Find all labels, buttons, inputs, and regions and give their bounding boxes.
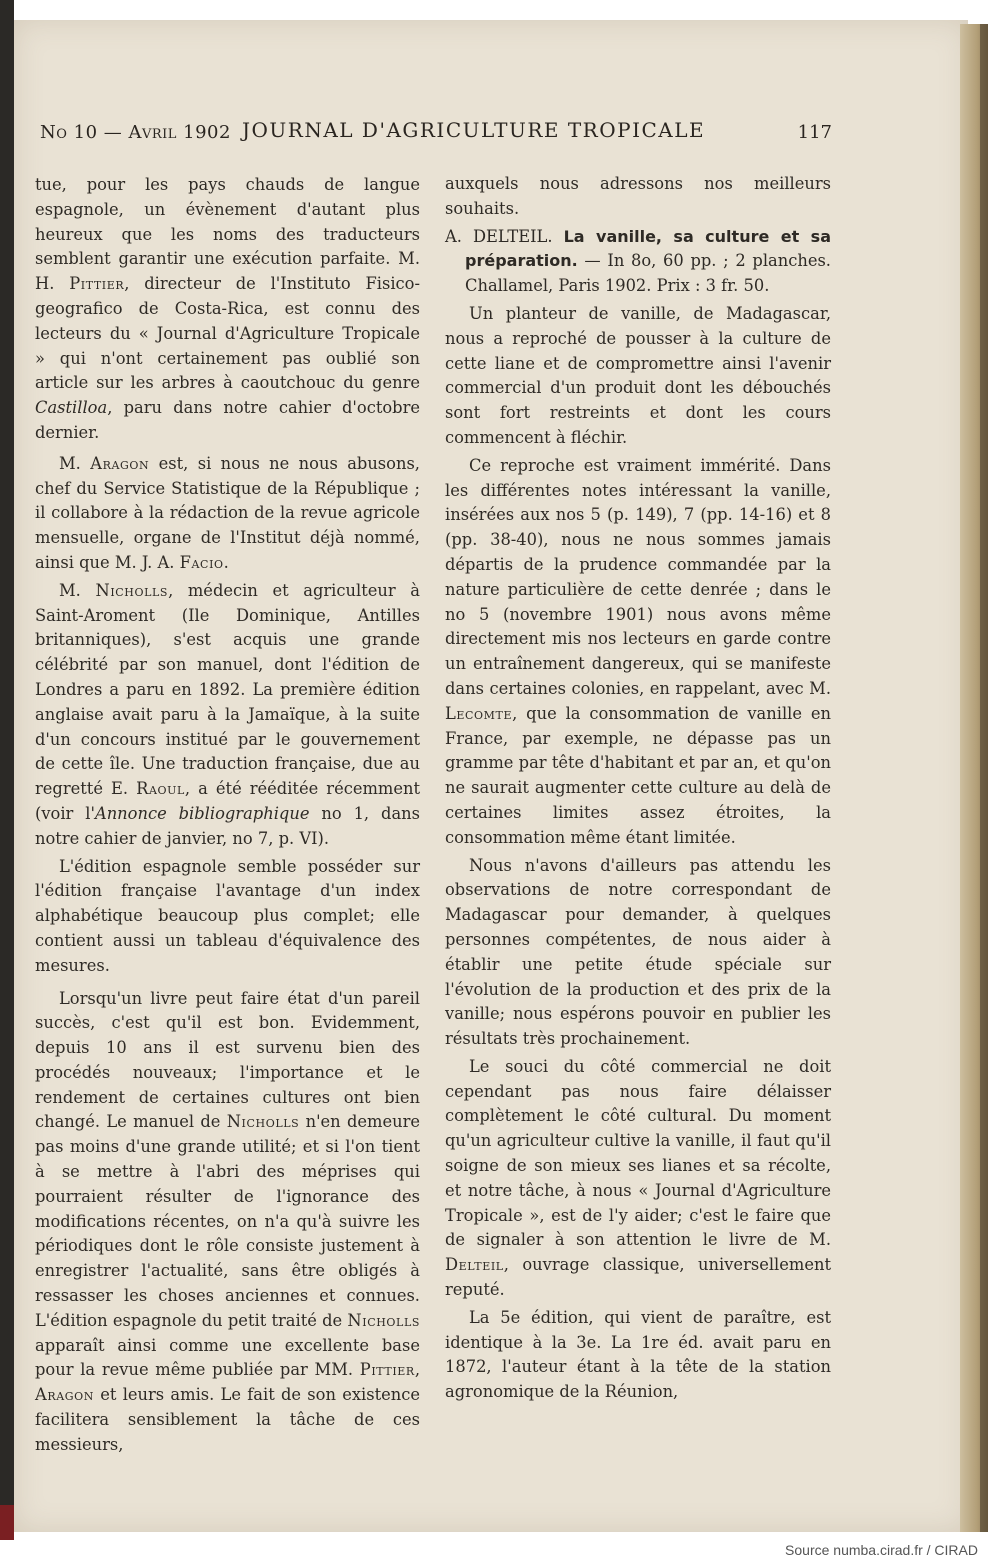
paragraph: M. Aragon est, si nous ne nous abusons, chef du Service Statistique de la République ; il collabore à la rédaction de la revue agricole mensuelle, organe de l'Institut déjà nommé, ainsi que M. J. A. Facio.: [35, 453, 420, 572]
entry-details: — In 8o, 60 pp. ; 2 planches. Challamel, Paris 1902. Prix : 3 fr. 50.: [465, 251, 831, 296]
bibliography-entry: [445, 225, 831, 299]
paragraph: Le souci du côté commercial ne doit cependant pas nous faire délaisser complètement le côté cultural. Du moment qu'un agriculteur cultive la vanille, il faut qu'il soigne de son mieux ses lianes et sa récolte, et notre tâche, à nous « Journal d'Agriculture Tropicale », est de l'y aider; c'est le faire que de signaler à son attention le livre de M. Delteil, ouvrage classique, universellement reputé.: [445, 1056, 831, 1300]
paragraph: Ce reproche est vraiment immérité. Dans les différentes notes intéressant la vanille, insérées aux nos 5 (p. 149), 7 (pp. 14-16) et 8 (pp. 38-40), nous ne nous sommes jamais départis de la prudence commandée par la nature particulière de cette denrée ; dans le no 5 (novembre 1901) nous avons même directement mis nos lecteurs en garde contre un entraînement dangereux, qui se manifeste dans certaines colonies, en rappelant, avec M. Lecomte, que la consommation de vanille en France, par exemple, ne dépasse pas un gramme par tête d'habitant et par an, et qu'on ne saurait augmenter cette culture au delà de certaines limites assez étroites, la consommation même étant limitée.: [445, 455, 831, 847]
journal-title: JOURNAL D'AGRICULTURE TROPICALE: [242, 118, 706, 142]
issue-date: No 10 — Avril 1902: [40, 122, 231, 143]
paragraph: L'édition espagnole semble posséder sur l'édition française l'avantage d'un index alphabétique beaucoup plus complet; elle contient aussi un tableau d'équivalence des mesures.: [35, 856, 420, 975]
page-number: 117: [797, 122, 832, 143]
paragraph: Nous n'avons d'ailleurs pas attendu les observations de notre correspondant de Madagascar pour demander, à quelques personnes compétentes, de nous aider à établir une petite étude spéciale sur l'évolution de la production et des prix de la vanille; nous espérons pouvoir en publier les résultats très prochainement.: [445, 855, 831, 1049]
paragraph: La 5e édition, qui vient de paraître, est identique à la 3e. La 1re éd. avait paru en 1872, l'auteur étant à la tête de la station agronomique de la Réunion,: [445, 1307, 831, 1402]
scan-left-edge: [0, 0, 14, 1540]
book-spine-shadow: [980, 24, 988, 1532]
left-column: [35, 173, 420, 1458]
source-credit: Source numba.cirad.fr / CIRAD: [785, 1542, 978, 1558]
scan-left-edge-band: [0, 1505, 14, 1540]
entry-author: A. DELTEIL.: [445, 226, 553, 246]
paragraph: tue, pour les pays chauds de langue espagnole, un évènement d'autant plus heureux que les noms des traducteurs semblent garantir une exécution parfaite. M. H. Pittier, directeur de l'Instituto Fisico-geografico de Costa-Rica, est connu des lecteurs du « Journal d'Agriculture Tropicale » qui n'ont certainement pas oublié son article sur les arbres à caoutchouc du genre Castilloa, paru dans notre cahier d'octobre dernier.: [35, 175, 420, 442]
paragraph: auxquels nous adressons nos meilleurs souhaits.: [445, 174, 831, 218]
entry-title: La vanille, sa culture et sa préparation.: [465, 226, 831, 271]
right-column: [445, 172, 831, 1405]
paragraph: Un planteur de vanille, de Madagascar, nous a reproché de pousser à la culture de cette liane et de compromettre ainsi l'avenir commercial d'un produit dont les débouchés sont fort restreints et dont les cours commencent à fléchir.: [445, 303, 831, 447]
paragraph: Lorsqu'un livre peut faire état d'un pareil succès, c'est qu'il est bon. Evidemment, depuis 10 ans il est survenu bien des procédés nouveaux; l'importance et le rendement de certaines cultures ont bien changé. Le manuel de Nicholls n'en demeure pas moins d'une grande utilité; et si l'on tient à se mettre à l'abri des méprises qui pourraient résulter de l'ignorance des modifications récentes, on n'a qu'à suivre les périodiques dont le rôle consiste justement à enregistrer l'actualité, sans être obligés à ressasser les choses anciennes et connues. L'édition espagnole du petit traité de Nicholls apparaît ainsi comme une excellente base pour la revue même publiée par MM. Pittier, Aragon et leurs amis. Le fait de son existence facilitera sensiblement la tâche de ces messieurs,: [35, 988, 420, 1454]
paragraph: M. Nicholls, médecin et agriculteur à Saint-Aroment (Ile Dominique, Antilles britanniques), s'est acquis une grande célébrité par son manuel, dont l'édition de Londres a paru en 1892. La première édition anglaise avait paru à la Jamaïque, à la suite d'un concours institué par le gouvernement de cette île. Une traduction française, due au regretté E. Raoul, a été rééditée récemment (voir l'Annonce bibliographique no 1, dans notre cahier de janvier, no 7, p. VI).: [35, 580, 420, 848]
running-header: [40, 118, 840, 148]
